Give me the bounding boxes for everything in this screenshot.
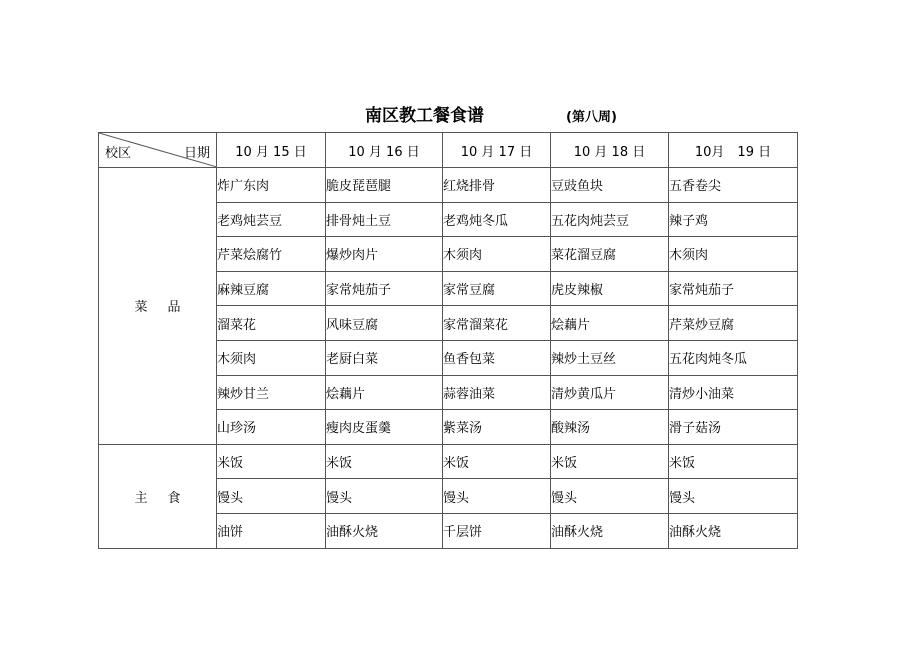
menu-row [99,168,798,203]
corner-label-date: 日期 [183,146,210,161]
menu-item: 菜花溜豆腐 [551,237,669,272]
menu-item: 家常溜菜花 [443,306,551,341]
menu-item: 老厨白菜 [326,340,443,375]
menu-item: 芹菜炒豆腐 [669,306,798,341]
date-header: 10月 19 日 [669,133,798,168]
header-row [99,133,798,168]
menu-item: 麻辣豆腐 [217,271,326,306]
menu-item: 山珍汤 [217,410,326,445]
menu-item: 烩藕片 [326,375,443,410]
menu-item: 溜菜花 [217,306,326,341]
menu-item: 油酥火烧 [669,513,798,548]
menu-item: 鱼香包菜 [443,340,551,375]
menu-item: 蒜蓉油菜 [443,375,551,410]
menu-item: 米饭 [443,444,551,479]
menu-item: 辣炒土豆丝 [551,340,669,375]
menu-item: 馒头 [217,479,326,514]
menu-item: 家常炖茄子 [326,271,443,306]
date-header: 10 月 17 日 [443,133,551,168]
menu-item: 米饭 [326,444,443,479]
corner-cell [99,133,217,168]
menu-item: 油酥火烧 [326,513,443,548]
menu-item: 清炒小油菜 [669,375,798,410]
date-header: 10 月 16 日 [326,133,443,168]
category-staple [99,444,217,548]
menu-item: 脆皮琵琶腿 [326,168,443,203]
menu-item: 瘦肉皮蛋羹 [326,410,443,445]
menu-item: 馒头 [326,479,443,514]
category-dishes-label: 菜品 [134,300,201,316]
category-dishes [99,168,217,445]
menu-item: 酸辣汤 [551,410,669,445]
page-title: 南区教工餐食谱 [365,106,484,126]
menu-item: 五花肉炖芸豆 [551,202,669,237]
menu-item: 老鸡炖芸豆 [217,202,326,237]
menu-item: 红烧排骨 [443,168,551,203]
menu-item: 馒头 [443,479,551,514]
menu-item: 风味豆腐 [326,306,443,341]
menu-item: 虎皮辣椒 [551,271,669,306]
menu-item: 爆炒肉片 [326,237,443,272]
menu-item: 五花肉炖冬瓜 [669,340,798,375]
menu-item: 千层饼 [443,513,551,548]
date-header: 10 月 15 日 [217,133,326,168]
date-header: 10 月 18 日 [551,133,669,168]
menu-item: 紫菜汤 [443,410,551,445]
menu-item: 烩藕片 [551,306,669,341]
menu-item: 米饭 [669,444,798,479]
menu-row [99,444,798,479]
menu-item: 家常豆腐 [443,271,551,306]
menu-item: 米饭 [551,444,669,479]
category-staple-label: 主食 [134,490,201,506]
menu-item: 馒头 [669,479,798,514]
menu-item: 木须肉 [443,237,551,272]
menu-item: 木须肉 [217,340,326,375]
menu-item: 家常炖茄子 [669,271,798,306]
menu-item: 芹菜烩腐竹 [217,237,326,272]
menu-item: 清炒黄瓜片 [551,375,669,410]
corner-label-campus: 校区 [105,146,132,161]
menu-item: 米饭 [217,444,326,479]
menu-table [98,132,798,549]
menu-item: 滑子菇汤 [669,410,798,445]
menu-item: 馒头 [551,479,669,514]
menu-item: 老鸡炖冬瓜 [443,202,551,237]
menu-item: 排骨炖土豆 [326,202,443,237]
menu-item: 豆豉鱼块 [551,168,669,203]
menu-item: 木须肉 [669,237,798,272]
menu-item: 炸广东肉 [217,168,326,203]
menu-item: 五香卷尖 [669,168,798,203]
menu-item: 辣炒甘兰 [217,375,326,410]
menu-item: 油酥火烧 [551,513,669,548]
week-label: (第八周) [566,110,617,125]
menu-item: 油饼 [217,513,326,548]
menu-item: 辣子鸡 [669,202,798,237]
